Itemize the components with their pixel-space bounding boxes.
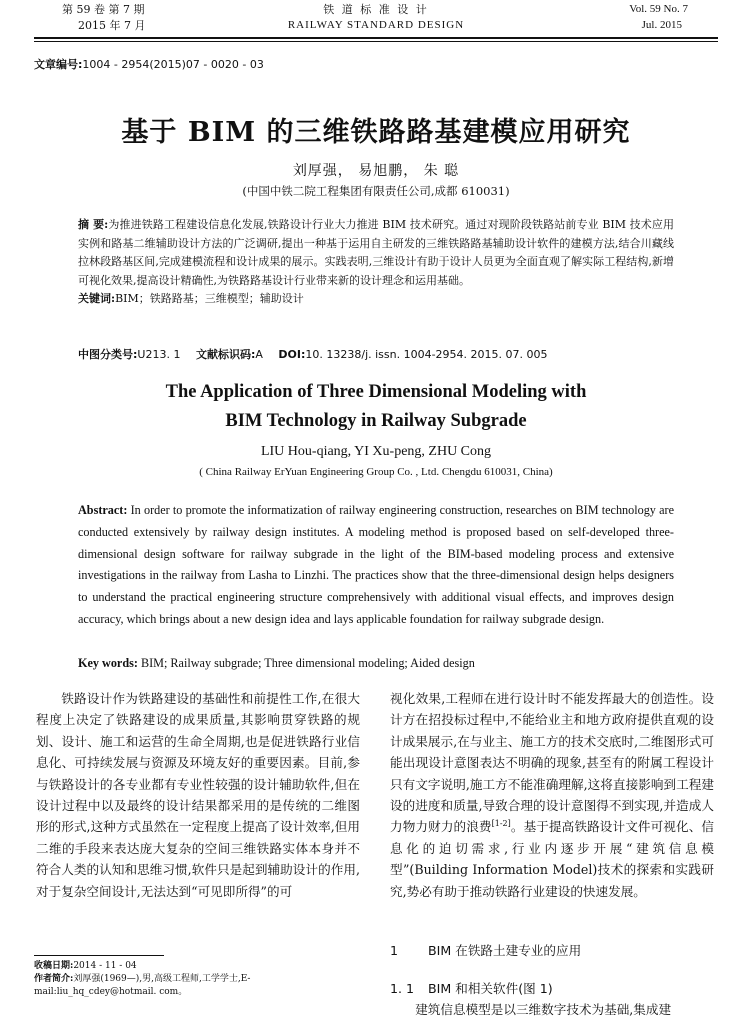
article-number: 文章编号:1004 - 2954(2015)07 - 0020 - 03 [34, 58, 264, 71]
body-left-column [36, 688, 360, 902]
abstract-en-text: In order to promote the informatization of railway engineering construction, researches on BIM technology are conducted extensively by railway design institutes. A modeling method is proposed based on self-developed three-dimensional design software for railway subgrade in the light of the BIM-based modeling process and extensive investigations in the railway from Lasha to Linzhi. The practices show that the three-dimensional design helps designers to understand the practical engineering structure comprehensively with additional visual effects, and improves design accuracy, which brings about a new design idea and lays applicable foundation for railway subgrade design. [78, 503, 674, 626]
abstract-en-label: Abstract [78, 503, 124, 517]
date-cn: 2015 年 7 月 [78, 19, 146, 32]
body-right-column [390, 688, 714, 902]
journal-name-cn: 铁 道 标 准 设 计 [323, 3, 429, 16]
classification-line: 中图分类号:U213. 1 文献标识码:A DOI:10. 13238/j. issn. 1004-2954. 2015. 07. 005 [78, 348, 548, 361]
abstract-en: Abstract: In order to promote the informatization of railway engineering construction, researches on BIM technology are conducted extensively by railway design institutes. A modeling method is proposed based on self-developed three-dimensional design software for railway subgrade in the light of the BIM-based modeling process and extensive investigations in the railway from Lasha to Linzhi. The practices show that the three-dimensional design helps designers to understand the practical engineering structure comprehensively with additional visual effects, and improves design accuracy, which brings about a new design idea and lays applicable foundation for railway subgrade design. [78, 503, 674, 626]
volume-issue-cn: 第 59 卷 第 7 期 [62, 3, 145, 16]
body-paragraph: 铁路设计作为铁路建设的基础性和前提性工作,在很大程度上决定了铁路建设的成果质量,其影响贯穿铁路的规划、设计、施工和运营的生命全周期,也是促进铁路行业信息化、可持续发展与资源及环境友好的重要因素。目前,参与铁路设计的各专业都有专业性较强的设计辅助软件,但在设计过程中以及最终的设计结果都采用的是传统的二维图形的形式,这种方式虽然在一定程度上提高了设计效率,但用二维的手段来表达庞大复杂的空间三维铁路实体本身并不符合人类的认知和思维习惯,软件只是起到辅助设计的作用,对于复杂空间设计,无法达到“可见即所得”的可 [36, 691, 360, 899]
authors-en: LIU Hou-qiang, YI Xu-peng, ZHU Cong [260, 444, 492, 459]
body-paragraph: 建筑信息模型是以三维数字技术为基础,集成建 [415, 1002, 672, 1017]
keywords-cn-label: 关键词: [78, 292, 116, 305]
journal-name-en: RAILWAY STANDARD DESIGN [287, 19, 465, 31]
title-cn: 基于 BIM 的三维铁路路基建模应用研究 [121, 117, 631, 148]
abstract-cn-text: 为推进铁路工程建设信息化发展,铁路设计行业大力推进 BIM 技术研究。通过对现阶段铁路站前专业 BIM 技术应用实例和路基二维辅助设计方法的广泛调研,提出一种基于运用自主研发的三维铁路路基辅助设计软件的建模方法,结合川藏线拉林段路基区间,完成建模流程和设计成果的展示。实践表明,三维设计有助于设计人员更为全面直观了解实际工程结构,新增可视化效果,提高设计精确性,为铁路路基设计行业带来新的设计理念和运用基础。 [78, 218, 674, 287]
volume-issue-en: Vol. 59 No. 7 [629, 3, 688, 15]
keywords-cn-text: BIM；铁路路基；三维模型；辅助设计 [115, 292, 304, 305]
authors-cn: 刘厚强， 易旭鹏， 朱 聪 [292, 163, 460, 179]
date-en: Jul. 2015 [641, 19, 682, 31]
abstract-cn-label: 摘 要: [78, 218, 109, 231]
footnote-rule [34, 955, 164, 956]
keywords-en: Key words: BIM; Railway subgrade; Three dimensional modeling; Aided design [78, 656, 475, 670]
section-1-1-heading: 1. 1 BIM 和相关软件(图 1) [390, 981, 553, 996]
affiliation-en: ( China Railway ErYuan Engineering Group Co. , Ltd. Chengdu 610031, China) [199, 466, 553, 478]
journal-header [0, 2, 752, 38]
citation-ref: [1-2] [491, 819, 511, 829]
title-en: The Application of Three Dimensional Modeling with BIM Technology in Railway Subgrade [165, 382, 587, 431]
abstract-cn [78, 216, 674, 309]
footnote: 收稿日期:2014 - 11 - 04 作者简介:刘厚强(1969—),男,高级工程师,工学学士,E-mail:liu_hq_cdey@hotmail. com。 [34, 961, 251, 997]
body-paragraph: 视化效果,工程师在进行设计时不能发挥最大的创造性。设计方在招投标过程中,不能给业主和地方政府提供直观的设计成果展示,在与业主、施工方的技术交底时,二维图形式可能出现设计意图表达不明确的现象,甚至有的附属工程设计只有文字说明,施工方不能准确理解,这将直接影响到工程建设的进度和质量,导致合理的设计意图得不到实现,并造成人力物力财力的浪费[1-2]。基于提高铁路设计文件可视化、信息化的迫切需求,行业内逐步开展“建筑信息模型”(Building Information Model)技术的探索和实践研究,势必有助于推动铁路行业建设的快速发展。 [390, 691, 714, 899]
section-1-heading: 1 BIM 在铁路土建专业的应用 [390, 943, 582, 958]
header-rule-thin [34, 41, 718, 42]
affiliation-cn: (中国中铁二院工程集团有限责任公司,成都 610031) [242, 184, 510, 198]
header-rule-thick [34, 37, 718, 39]
